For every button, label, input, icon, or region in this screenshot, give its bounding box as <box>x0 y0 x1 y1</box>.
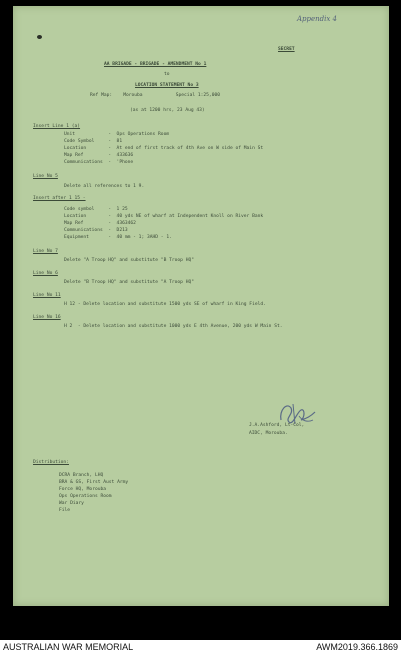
section-row: Unit - Ops Operations Room <box>64 132 170 137</box>
section-row: Map Ref - 4363462 <box>64 221 136 226</box>
section-heading: Line No 7 <box>33 249 58 254</box>
section-text: Delete "B Troop HQ" and substitute "A Troop HQ" <box>64 280 194 285</box>
section-heading: Line No 11 <box>33 293 61 298</box>
section-text: Delete all references to 1 9. <box>64 184 145 189</box>
section-row: Equipment - 40 mm - 1; 3AHD - 1. <box>64 235 172 240</box>
document-page <box>13 6 389 606</box>
section-row: Communications - 'Phone <box>64 160 134 165</box>
section-row: Communications - D213 <box>64 228 128 233</box>
section-heading: Line No 6 <box>33 271 58 276</box>
section-text: H 12 - Delete location and substitute 1500 yds SE of wharf in King Field. <box>64 302 266 307</box>
punch-hole <box>37 35 42 39</box>
section-row: Location - 40 yds NE of wharf at Independent Knoll on River Bank <box>64 214 264 219</box>
ref-map: Ref Map: Morouba Special 1:25,000 <box>90 93 220 98</box>
archive-reference: AWM2019.366.1869 <box>316 642 398 652</box>
section-text: Delete "A Troop HQ" and substitute "B Troop HQ" <box>64 258 194 263</box>
distribution-item: File <box>59 508 71 513</box>
section-heading: Line No 5 <box>33 174 58 179</box>
section-heading: Insert Line 1 (a) <box>33 124 81 129</box>
archive-name: AUSTRALIAN WAR MEMORIAL <box>3 642 134 652</box>
section-heading: Insert after 1 15 - <box>33 196 86 201</box>
section-row: Code symbol - 1 25 <box>64 207 128 212</box>
section-row: Map Ref - 433636 <box>64 153 134 158</box>
distribution-heading: Distribution: <box>33 460 69 465</box>
distribution-item: BRA & GS, First Aust Army <box>59 480 129 485</box>
distribution-item: War Diary <box>59 501 84 506</box>
section-row: Code Symbol - 81 <box>64 139 123 144</box>
distribution-item: Ops Operations Room <box>59 494 112 499</box>
section-heading: Line No 16 <box>33 315 61 320</box>
signatory-title: AIDC, Morouba. <box>249 431 288 436</box>
doc-title-line1: AA BRIGADE - BRIGADE - AMENDMENT No 1 <box>104 62 207 67</box>
handwritten-annotation: Appendix 4 <box>297 15 338 23</box>
doc-title-line2: to <box>164 72 170 77</box>
distribution-item: Force HQ, Morouba <box>59 487 107 492</box>
as-at-date: (as at 1200 hrs, 23 Aug 43) <box>130 108 205 113</box>
archive-footer <box>0 640 401 653</box>
section-text: H 2 - Delete location and substitute 1000 yds E 4th Avenue, 200 yds W Main St. <box>64 324 283 329</box>
distribution-item: DCRA Branch, LHQ <box>59 473 104 478</box>
doc-title-line3: LOCATION STATEMENT No 3 <box>135 83 199 88</box>
classification-mark: SECRET <box>278 47 295 52</box>
section-row: Location - At end of first track of 4th Ave on W side of Main St <box>64 146 264 151</box>
signatory-name: J.A.Ashford, Lt-Col, <box>249 423 305 428</box>
